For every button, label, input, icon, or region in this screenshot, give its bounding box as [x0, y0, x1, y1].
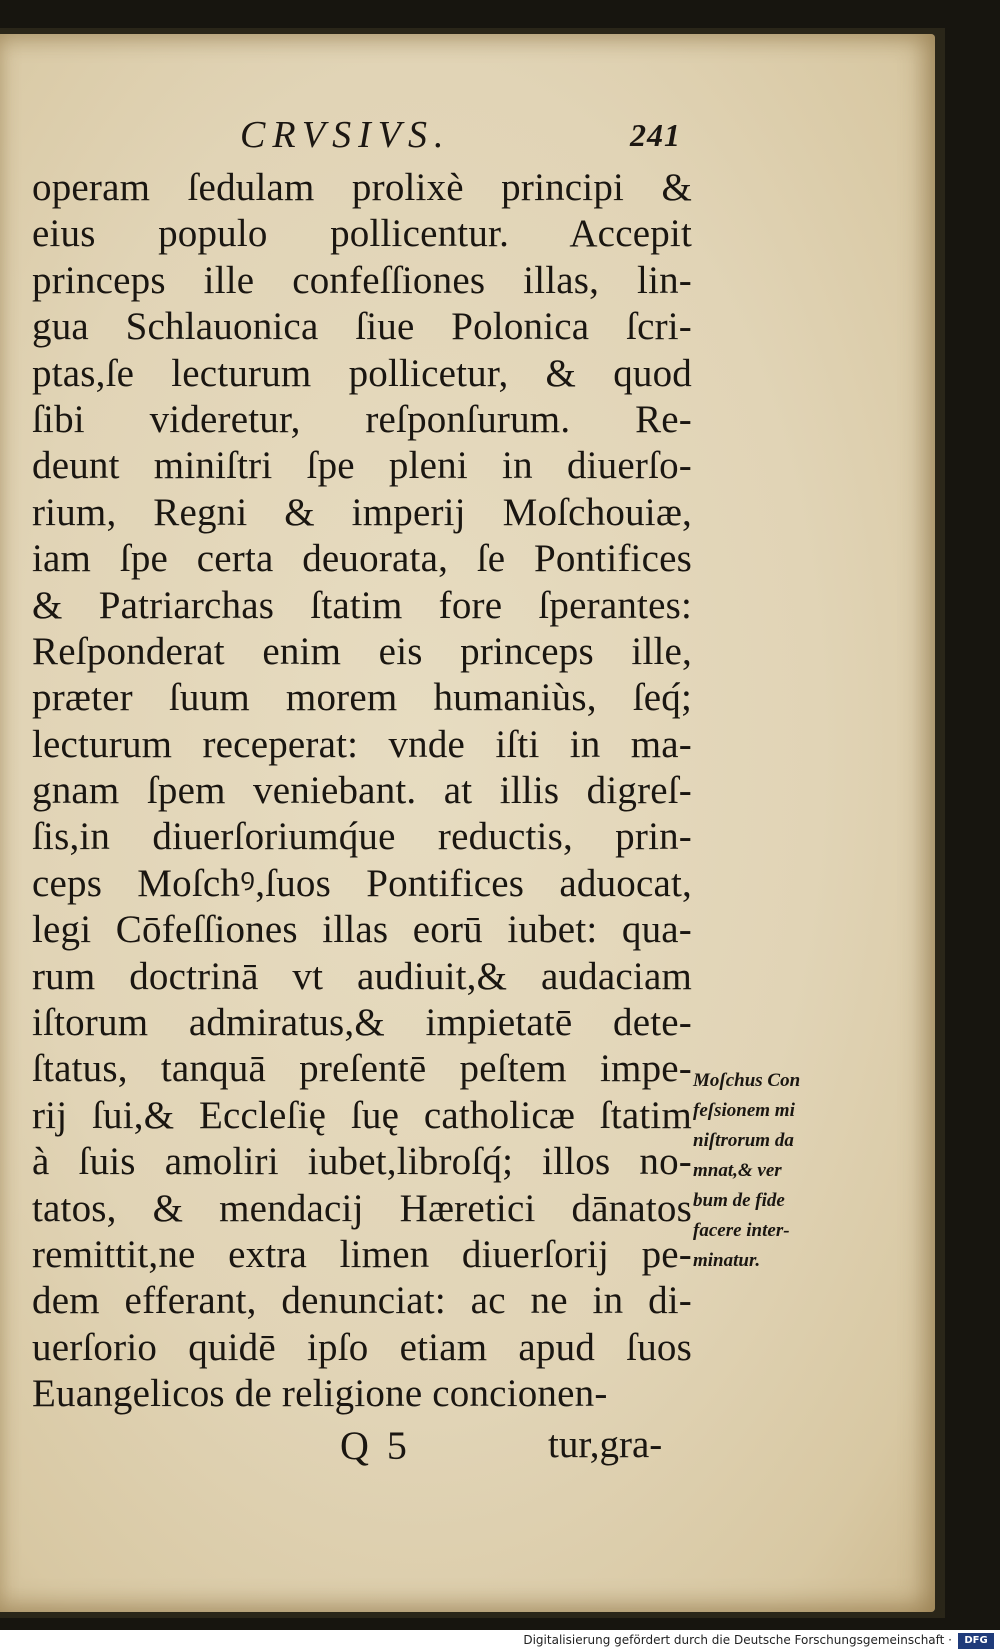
body-text-block [32, 165, 692, 1418]
marginal-note-line: mnat,& ver [693, 1160, 782, 1181]
marginal-note-line: Moſchus Con [693, 1070, 801, 1091]
text-line: Euangelicos de religione concionen- [32, 1372, 608, 1416]
text-line: & Patriarchas ſtatim fore ſperantes: [32, 583, 692, 627]
marginal-note-line: niſtrorum da [693, 1130, 794, 1151]
credit-text: Digitalisierung gefördert durch die Deutsche Forschungsgemeinschaft · [523, 1633, 952, 1647]
text-line: deunt miniſtri ſpe pleni in diuerſo- [32, 444, 692, 488]
text-line: ſibi videretur, reſponſurum. Re- [32, 397, 692, 441]
text-line: à ſuis amoliri iubet,libroſq́; illos no- [32, 1140, 692, 1184]
page-footer [0, 1422, 1000, 1472]
marginal-note [693, 1066, 843, 1276]
text-line: operam ſedulam prolixè principi & [32, 166, 692, 209]
text-line: ſtatus, tanquā preſentē peſtem impe- [32, 1047, 692, 1091]
text-line: rium, Regni & imperij Moſchouiæ, [32, 490, 692, 534]
text-line: legi Cōfeſſiones illas eorū iubet: qua- [32, 908, 692, 952]
text-line: lecturum receperat: vnde iſti in ma- [32, 722, 692, 766]
text-line: rij ſui,& Eccleſię ſuę catholicæ ſtatim [32, 1093, 692, 1137]
running-head [0, 113, 1000, 163]
marginal-note-line: facere inter- [693, 1220, 790, 1241]
text-line: dem efferant, denunciat: ac ne in di- [32, 1279, 692, 1323]
page-number: 241 [630, 117, 681, 153]
text-line: princeps ille confeſſiones illas, lin- [32, 258, 692, 302]
text-line: gnam ſpem veniebant. at illis digreſ- [32, 769, 692, 813]
running-head-title: CRVSIVS. [240, 114, 451, 156]
text-line: iſtorum admiratus,& impietatē dete- [32, 1001, 692, 1045]
marginal-note-line: bum de fide [693, 1190, 785, 1211]
digitization-credit-bar [0, 1630, 1000, 1652]
text-line: ptas,ſe lecturum pollicetur, & quod [32, 351, 692, 395]
text-line: gua Schlauonica ſiue Polonica ſcri- [32, 305, 692, 349]
catchword: tur,gra- [548, 1423, 663, 1466]
text-line: rum doctrinā vt audiuit,& audaciam [32, 954, 692, 998]
text-line: Reſponderat enim eis princeps ille, [32, 629, 692, 673]
marginal-note-line: feſsionem mi [693, 1100, 795, 1121]
text-line: præter ſuum morem humaniùs, ſeq́; [32, 676, 692, 720]
text-line: remittit,ne extra limen diuerſorij pe- [32, 1232, 692, 1276]
text-line: ceps Moſchꝰ,ſuos Pontifices aduocat, [32, 861, 692, 905]
text-line: uerſorio quidē ipſo etiam apud ſuos [32, 1325, 692, 1369]
dfg-logo: DFG [958, 1633, 994, 1649]
text-line: ſis,in diuerſoriumq́ue reductis, prin- [32, 815, 692, 859]
text-line: tatos, & mendacij Hæretici dānatos [32, 1186, 692, 1230]
text-line: eius populo pollicentur. Accepit [32, 212, 692, 256]
marginal-note-line: minatur. [693, 1250, 761, 1271]
text-line: iam ſpe certa deuorata, ſe Pontifices [32, 537, 692, 581]
signature-mark: Q 5 [340, 1423, 411, 1468]
